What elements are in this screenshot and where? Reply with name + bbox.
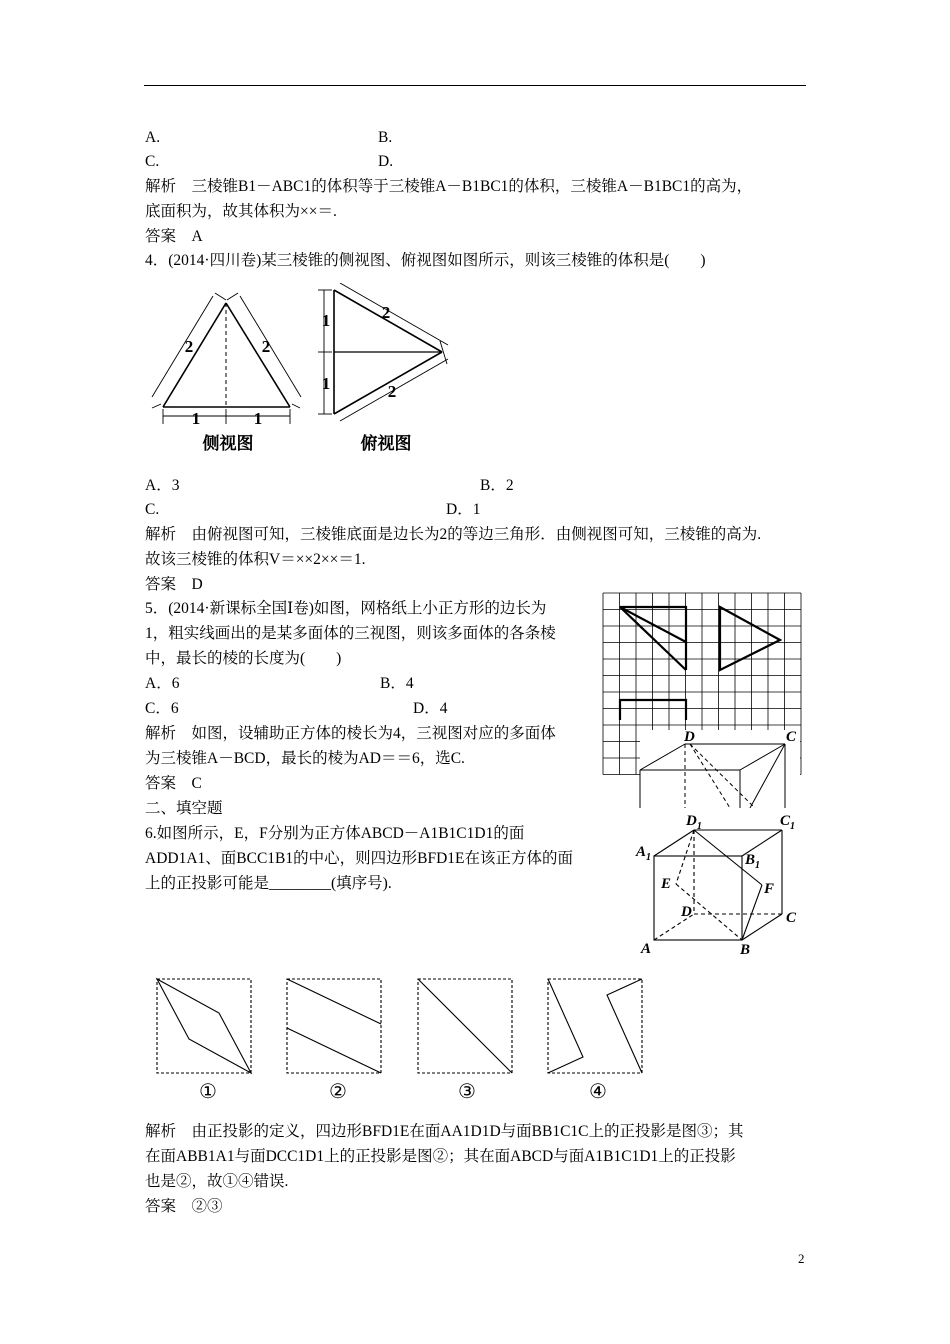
- text-line: 为三棱锥A－BCD，最长的棱为AD＝＝6，选C.: [145, 750, 465, 767]
- text-line: 解析 由俯视图可知，三棱锥底面是边长为2的等边三角形．由侧视图可知，三棱锥的高为.: [145, 526, 762, 543]
- text-line: 解析 三棱锥B1－ABC1的体积等于三棱锥A－B1BC1的体积，三棱锥A－B1BC1的高为，: [145, 178, 753, 195]
- figure-q6-cube: [634, 805, 804, 960]
- label-top-lower-edge: 2: [387, 382, 397, 401]
- text-line: 1，粗实线画出的是某多面体的三视图，则该多面体的各条棱: [145, 625, 556, 642]
- text-line: 二、填空题: [145, 800, 223, 817]
- figure-q6-projection-options: [150, 972, 650, 1104]
- label-side-left-edge: 2: [184, 337, 194, 356]
- text-line: 故该三棱锥的体积V＝××2××＝1.: [145, 551, 366, 568]
- text-line: D．1: [446, 501, 481, 518]
- text-line: ADD1A1、面BCC1B1的中心，则四边形BFD1E在该正方体的面: [145, 850, 573, 867]
- header-rule: [144, 85, 806, 86]
- text-line: 解析 如图，设辅助正方体的棱长为4，三视图对应的多面体: [145, 725, 556, 742]
- text-line: C.: [145, 501, 160, 518]
- text-line: 6.如图所示，E，F分别为正方体ABCD－A1B1C1D1的面: [145, 825, 525, 842]
- text-line: 也是②，故①④错误.: [145, 1173, 289, 1190]
- text-line: 答案 A: [145, 228, 203, 245]
- label-B: B: [740, 942, 751, 958]
- option-label-1: ①: [199, 1081, 217, 1103]
- caption-top-view: 俯视图: [360, 434, 412, 453]
- label-base-left: 1: [191, 409, 201, 428]
- text-line: 答案 ②③: [145, 1198, 223, 1215]
- label-height-lower: 1: [321, 374, 331, 393]
- text-line: C．6: [145, 700, 179, 717]
- label-height-upper: 1: [321, 311, 331, 330]
- label-C1: $C_1$: [780, 813, 796, 832]
- option-label-4: ④: [589, 1081, 607, 1103]
- text-line: D．4: [413, 700, 448, 717]
- text-line: B．4: [380, 675, 414, 692]
- figure-q5-grid-and-cube: [598, 590, 804, 808]
- label-A1: $A_1$: [636, 844, 652, 863]
- text-line: 答案 C: [145, 775, 202, 792]
- text-line: B.: [378, 129, 393, 146]
- text-line: A.: [145, 129, 161, 146]
- label-A: A: [641, 941, 652, 957]
- label-F: F: [764, 881, 775, 897]
- text-line: 底面积为，故其体积为××＝.: [145, 203, 337, 220]
- label-q5-D: D: [684, 729, 695, 745]
- label-C: C: [786, 910, 797, 926]
- label-base-right: 1: [253, 409, 263, 428]
- label-B1: $B_1$: [745, 852, 761, 871]
- page-number: 2: [798, 1251, 805, 1266]
- label-E: E: [661, 876, 672, 892]
- label-top-upper-edge: 2: [381, 303, 391, 322]
- text-line: D.: [378, 153, 394, 170]
- text-line: 解析 由正投影的定义，四边形BFD1E在面AA1D1D与面BB1C1C上的正投影是图③；其: [145, 1123, 744, 1140]
- label-D: D: [681, 904, 692, 920]
- text-line: B．2: [480, 477, 514, 494]
- text-line: C.: [145, 153, 160, 170]
- label-q5-C: C: [786, 729, 797, 745]
- text-line: 中，最长的棱的长度为( ): [145, 650, 342, 667]
- text-line: A．6: [145, 675, 180, 692]
- text-line: 答案 D: [145, 576, 203, 593]
- figure-q4-three-views: [145, 283, 465, 458]
- option-label-3: ③: [458, 1081, 476, 1103]
- text-line: 5．(2014·新课标全国Ⅰ卷)如图，网格纸上小正方形的边长为: [145, 600, 547, 617]
- option-label-2: ②: [329, 1081, 347, 1103]
- text-line: 在面ABB1A1与面DCC1D1上的正投影是图②；其在面ABCD与面A1B1C1D1上的正投影: [145, 1148, 736, 1165]
- label-D1: $D_1$: [686, 813, 702, 832]
- label-side-right-edge: 2: [261, 337, 271, 356]
- text-line: A．3: [145, 477, 180, 494]
- caption-side-view: 侧视图: [202, 434, 254, 453]
- text-line: 上的正投影可能是________(填序号).: [145, 875, 392, 892]
- text-line: 4．(2014·四川卷)某三棱锥的侧视图、俯视图如图所示，则该三棱锥的体积是( ): [145, 252, 706, 269]
